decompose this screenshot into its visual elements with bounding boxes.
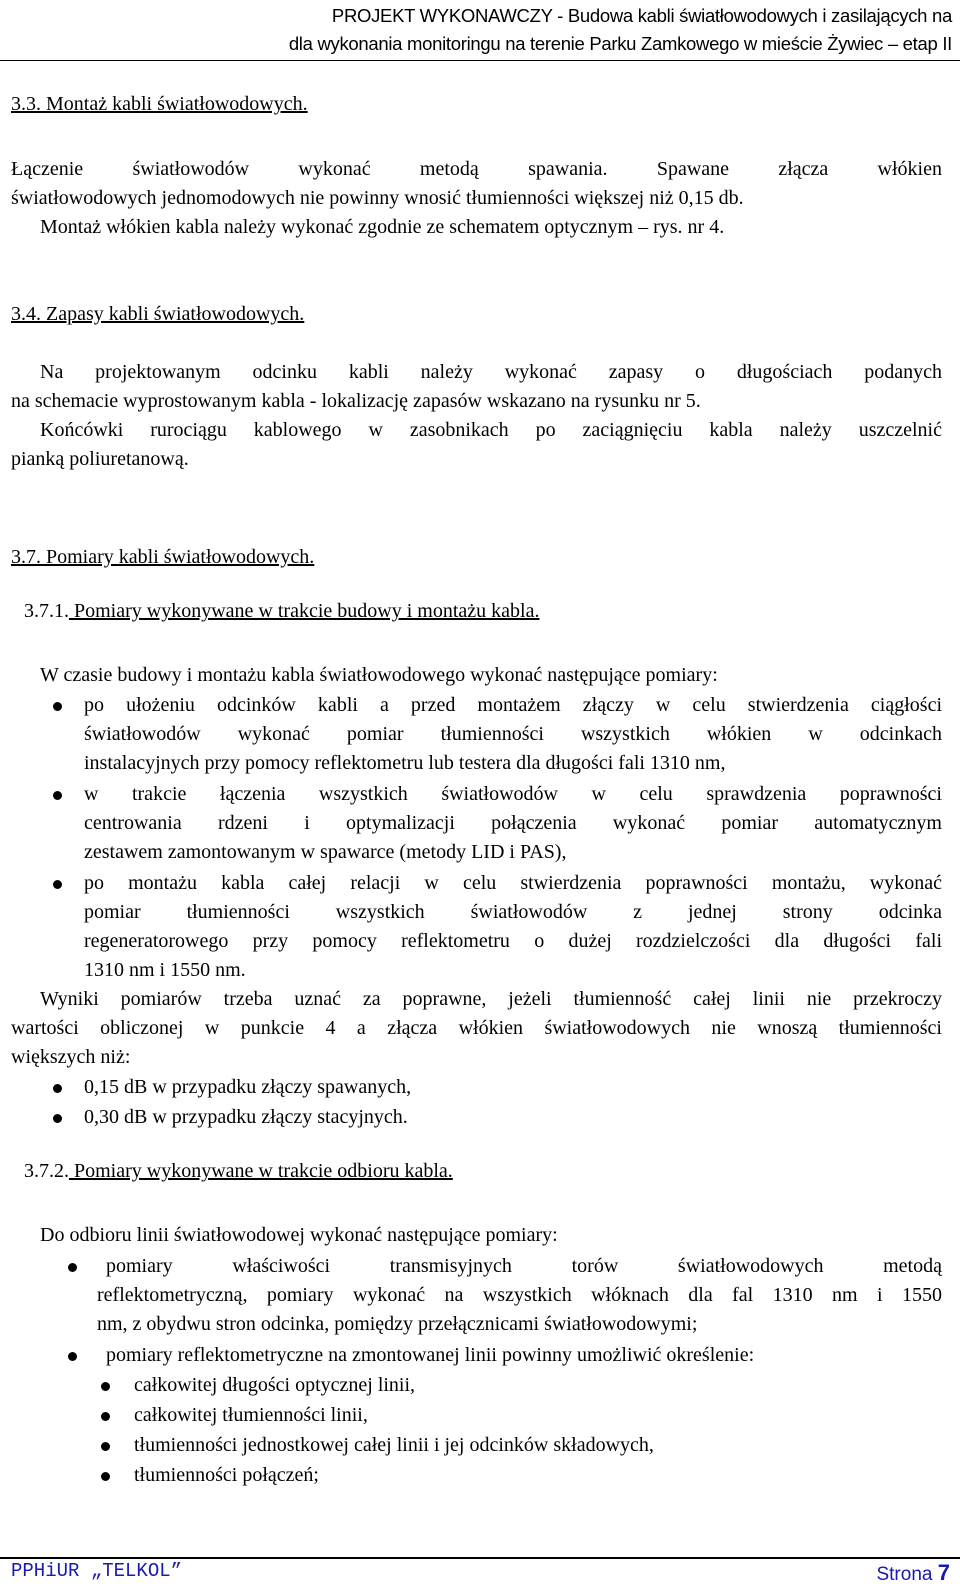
heading-3-7-2 (24, 1160, 453, 1183)
sub-bullet-item: tłumienności połączeń; (134, 1464, 319, 1486)
paragraph-3-3-line: Montaż włókien kabla należy wykonać zgodnie ze schematem optycznym – rys. nr 4. (40, 216, 725, 238)
paragraph-3-3-line: światłowodowych jednomodowych nie powinny wnosić tłumienności większej niż 0,15 db. (11, 187, 744, 209)
bullet-line: w trakcie łączenia wszystkich światłowodów w celu sprawdzenia poprawności (84, 783, 942, 805)
acceptance-intro: Do odbioru linii światłowodowej wykonać następujące pomiary: (40, 1224, 558, 1246)
bullet-icon (101, 1472, 110, 1481)
bullet-line: reflektometryczną, pomiary wykonać na wszystkich włóknach dla fal 1310 nm i 1550 (97, 1284, 942, 1306)
measurements-intro: W czasie budowy i montażu kabla światłowodowego wykonać następujące pomiary: (40, 664, 718, 686)
bullet-icon (101, 1382, 110, 1391)
heading-3-7-1 (24, 600, 539, 623)
bullet-icon (53, 702, 62, 711)
footer-page (876, 1560, 950, 1586)
sub-bullet-item: tłumienności jednostkowej całej linii i jej odcinków składowych, (134, 1434, 654, 1456)
paragraph-3-4-line: Na projektowanym odcinku kabli należy wykonać zapasy o długościach podanych (40, 361, 942, 383)
page-header (289, 2, 952, 58)
heading-3-3: 3.3. Montaż kabli światłowodowych. (11, 93, 308, 115)
bullet-icon (68, 1352, 77, 1361)
bullet-line: pomiary reflektometryczne na zmontowanej linii powinny umożliwić określenie: (106, 1344, 755, 1366)
heading-3-7-2-number: 3.7.2. (24, 1160, 69, 1182)
heading-3-7-2-title: Pomiary wykonywane w trakcie odbioru kabla. (69, 1160, 453, 1182)
heading-3-7-1-number: 3.7.1. (24, 600, 69, 622)
header-line-2: dla wykonania monitoringu na terenie Parku Zamkowego w mieście Żywiec – etap II (288, 33, 952, 54)
bullet-icon (53, 1084, 62, 1093)
bullet-icon (53, 1114, 62, 1123)
paragraph-3-4-line: Końcówki rurociągu kablowego w zasobnikach po zaciągnięciu kabla należy uszczelnić (40, 419, 942, 441)
bullet-line: zestawem zamontowanym w spawarce (metody LID i PAS), (84, 841, 567, 863)
results-line: wartości obliczonej w punkcie 4 a złącza włókien światłowodowych nie wnoszą tłumienności (11, 1017, 942, 1039)
footer-divider (0, 1557, 960, 1559)
heading-3-7-1-title: Pomiary wykonywane w trakcie budowy i montażu kabla. (69, 600, 540, 622)
bullet-line: pomiary właściwości transmisyjnych torów światłowodowych metodą (106, 1255, 942, 1277)
bullet-line: po ułożeniu odcinków kabli a przed montażem złączy w celu stwierdzenia ciągłości (84, 694, 942, 716)
bullet-line: po montażu kabla całej relacji w celu stwierdzenia poprawności montażu, wykonać (84, 872, 942, 894)
bullet-line: regeneratorowego przy pomocy reflektometru o dużej rozdzielczości dla długości fali (84, 930, 942, 952)
bullet-line: instalacyjnych przy pomocy reflektometru lub testera dla długości fali 1310 nm, (84, 752, 726, 774)
header-line-1: PROJEKT WYKONAWCZY - Budowa kabli światłowodowych i zasilających na (331, 5, 952, 26)
bullet-icon (101, 1442, 110, 1451)
results-line: większych niż: (11, 1046, 131, 1068)
bullet-icon (53, 880, 62, 889)
bullet-icon (53, 791, 62, 800)
results-line: Wyniki pomiarów trzeba uznać za poprawne, jeżeli tłumienność całej linii nie przekroczy (40, 988, 942, 1010)
paragraph-3-4-line: pianką poliuretanową. (11, 448, 189, 470)
footer-page-label: Strona (876, 1564, 933, 1585)
paragraph-3-3-line: Łączenie światłowodów wykonać metodą spawania. Spawane złącza włókien (11, 158, 942, 180)
sub-bullet-item: całkowitej tłumienności linii, (134, 1404, 368, 1426)
sub-bullet-item: całkowitej długości optycznej linii, (134, 1374, 416, 1396)
limit-item: 0,15 dB w przypadku złączy spawanych, (84, 1076, 412, 1098)
bullet-line: 1310 nm i 1550 nm. (84, 959, 246, 981)
bullet-line: nm, z obydwu stron odcinka, pomiędzy przełącznicami światłowodowymi; (97, 1313, 698, 1335)
bullet-line: pomiar tłumienności wszystkich światłowodów z jednej strony odcinka (84, 901, 942, 923)
bullet-line: centrowania rdzeni i optymalizacji połączenia wykonać pomiar automatycznym (84, 812, 942, 834)
paragraph-3-4-line: na schemacie wyprostowanym kabla - lokalizację zapasów wskazano na rysunku nr 5. (11, 390, 701, 412)
footer-page-number: 7 (937, 1560, 950, 1585)
bullet-icon (68, 1263, 77, 1272)
bullet-line: światłowodów wykonać pomiar tłumienności wszystkich włókien w odcinkach (84, 723, 942, 745)
heading-3-4: 3.4. Zapasy kabli światłowodowych. (11, 303, 305, 325)
limit-item: 0,30 dB w przypadku złączy stacyjnych. (84, 1106, 408, 1128)
bullet-icon (101, 1412, 110, 1421)
heading-3-7: 3.7. Pomiary kabli światłowodowych. (11, 546, 315, 568)
header-divider (0, 60, 960, 61)
footer-company: PPHiUR „TELKOL” (11, 1560, 183, 1582)
